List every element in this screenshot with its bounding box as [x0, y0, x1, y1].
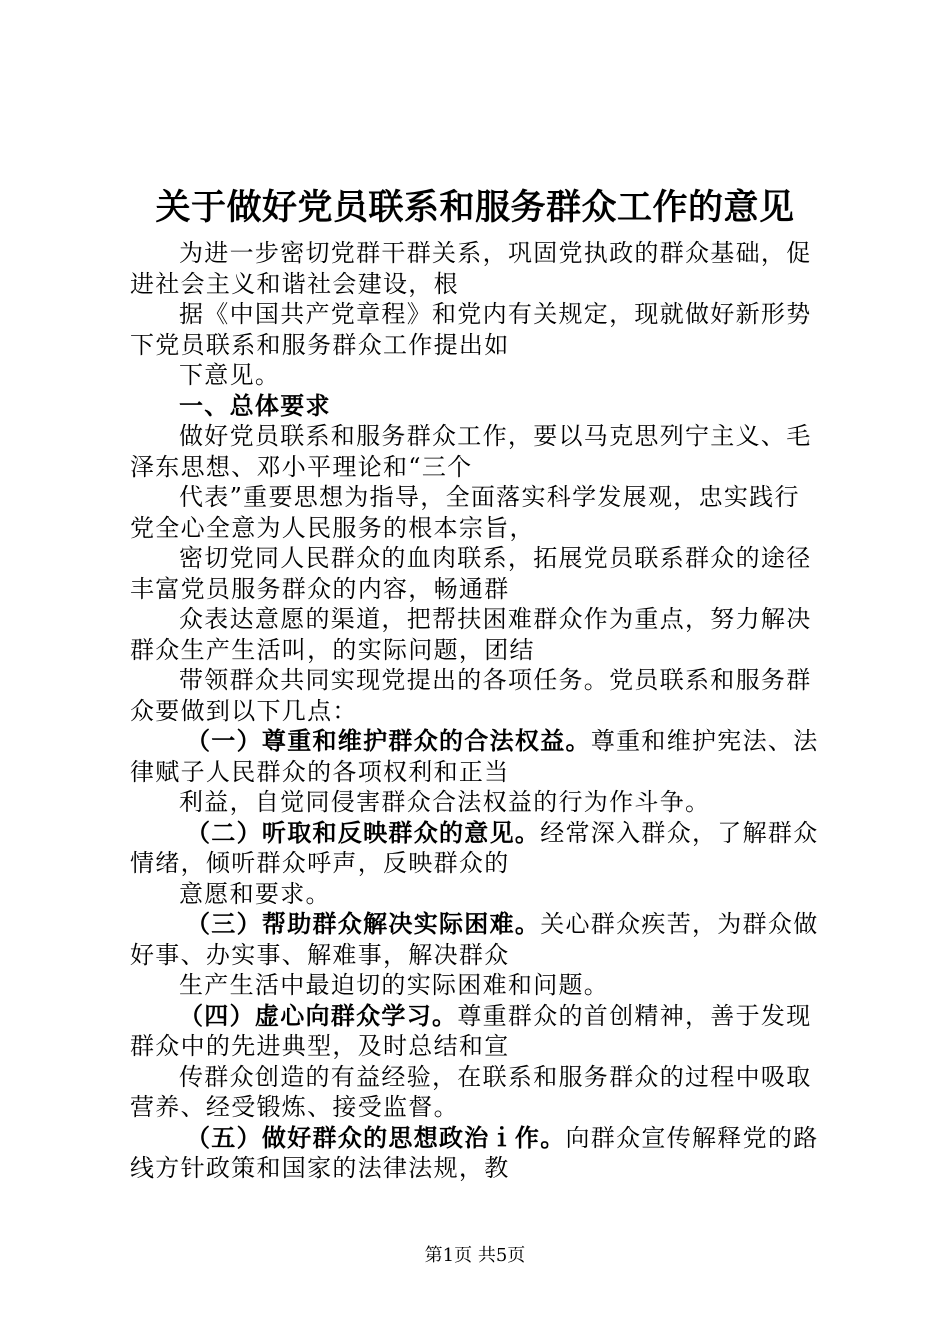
item-1-heading: （一）尊重和维护群众的合法权益。 [186, 727, 591, 755]
item-2-heading: （二）听取和反映群众的意见。 [186, 818, 541, 847]
body-line: 营养、经受锻炼、接受监督。 [130, 1093, 459, 1121]
item-2-text: 经常深入群众，了解群众 [540, 818, 819, 847]
body-line: 生产生活中最迫切的实际困难和问题。 [179, 971, 610, 999]
item-4-text: 尊重群众的首创精神，善于发现 [457, 1001, 812, 1030]
body-line: 党全心全意为人民服务的根本宗旨， [130, 513, 535, 542]
body-line: 进社会主义和谐社会建设，根 [130, 269, 459, 298]
body-line: 众要做到以下几点： [130, 696, 358, 725]
body-line: 据《中国共产党章程》和党内有关规定，现就做好新形势 [179, 300, 812, 328]
item-2-line [130, 818, 830, 849]
body-line: 律赋子人民群众的各项权利和正当 [130, 757, 510, 786]
item-4-line [130, 1001, 830, 1032]
body-line: 好事、办实事、解难事，解决群众 [130, 940, 510, 969]
body-line: 密切党同人民群众的血肉联系，拓展党员联系群众的途径 [179, 544, 812, 572]
body-line: 情绪，倾听群众呼声，反映群众的 [130, 849, 510, 877]
body-line: 为进一步密切党群干群关系，巩固党执政的群众基础，促 [179, 239, 812, 267]
body-line: 做好党员联系和服务群众工作，要以马克思列宁主义、毛 [179, 422, 812, 450]
body-line: 群众中的先进典型，及时总结和宣 [130, 1032, 510, 1060]
document-title: 关于做好党员联系和服务群众工作的意见 [155, 188, 795, 228]
document-body [130, 238, 830, 1184]
item-3-heading: （三）帮助群众解决实际困难。 [186, 910, 541, 938]
body-line: 群众生产生活叫，的实际问题，团结 [130, 635, 535, 664]
page-number-footer: 第1页 共5页 [424, 1245, 526, 1266]
body-line: 传群众创造的有益经验，在联系和服务群众的过程中吸取 [179, 1062, 812, 1091]
item-3-line [130, 909, 830, 940]
item-1-line [130, 726, 830, 757]
item-5-line [130, 1123, 830, 1154]
body-line: 线方针政策和国家的法律法规，教 [130, 1154, 510, 1182]
body-line: 下意见。 [179, 361, 281, 389]
body-line: 丰富党员服务群众的内容，畅通群 [130, 574, 510, 603]
item-1-text: 尊重和维护宪法、法 [590, 727, 819, 755]
body-line: 带领群众共同实现党提出的各项任务。党员联系和服务群 [179, 666, 812, 694]
body-line: 代表”重要思想为指导，全面落实科学发展观，忠实践行 [179, 483, 800, 511]
body-line: 泽东思想、邓小平理论和“三个 [130, 452, 473, 481]
body-line: 众表达意愿的渠道，把帮扶困难群众作为重点，努力解决 [179, 605, 812, 633]
body-line: 利益，自觉同侵害群众合法权益的行为作斗争。 [179, 788, 711, 816]
item-5-heading: （五）做好群众的思想政治ｉ作。 [186, 1123, 566, 1152]
item-3-text: 关心群众疾苦，为群众做 [540, 910, 819, 938]
section-heading: 一、总体要求 [179, 391, 331, 420]
item-5-text: 向群众宣传解释党的路 [565, 1123, 819, 1152]
body-line: 下党员联系和服务群众工作提出如 [130, 330, 510, 359]
body-line: 意愿和要求。 [179, 879, 331, 908]
item-4-heading: （四）虚心向群众学习。 [179, 1001, 458, 1030]
